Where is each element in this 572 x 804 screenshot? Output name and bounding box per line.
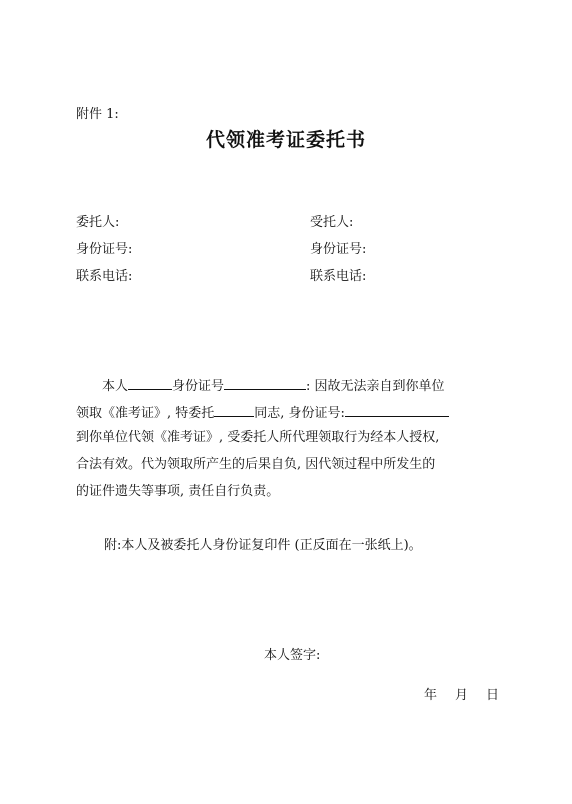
body-line-4: 合法有效。代为领取所产生的后果自负, 因代领过程中所发生的	[76, 457, 436, 472]
principal-name-blank	[128, 376, 172, 390]
body-line-5: 的证件遗失等事项, 责任自行负责。	[76, 484, 280, 499]
agent-name-label: 受托人:	[310, 215, 354, 230]
body-line-2: 领取《准考证》, 特委托 同志, 身份证号:	[76, 403, 449, 422]
date-month: 月	[455, 688, 469, 703]
body-line-1: 本人 身份证号 : 因故无法亲自到你单位	[102, 376, 445, 395]
principal-id-blank	[224, 376, 306, 390]
date-day: 日	[486, 688, 500, 703]
date-year: 年	[424, 688, 438, 703]
body-line-3: 到你单位代领《准考证》, 受委托人所代理领取行为经本人授权,	[76, 430, 440, 445]
agent-id-blank	[345, 403, 449, 417]
attachment-note: 附:本人及被委托人身份证复印件 (正反面在一张纸上)。	[104, 538, 422, 553]
principal-id-label: 身份证号:	[76, 242, 133, 257]
agent-name-blank	[214, 403, 254, 417]
principal-phone-label: 联系电话:	[76, 269, 133, 284]
signature-label: 本人签字:	[264, 648, 321, 663]
agent-phone-label: 联系电话:	[310, 269, 367, 284]
attachment-label: 附件 1:	[76, 107, 119, 122]
agent-id-label: 身份证号:	[310, 242, 367, 257]
document-title: 代领准考证委托书	[205, 129, 366, 151]
principal-name-label: 委托人:	[76, 215, 120, 230]
